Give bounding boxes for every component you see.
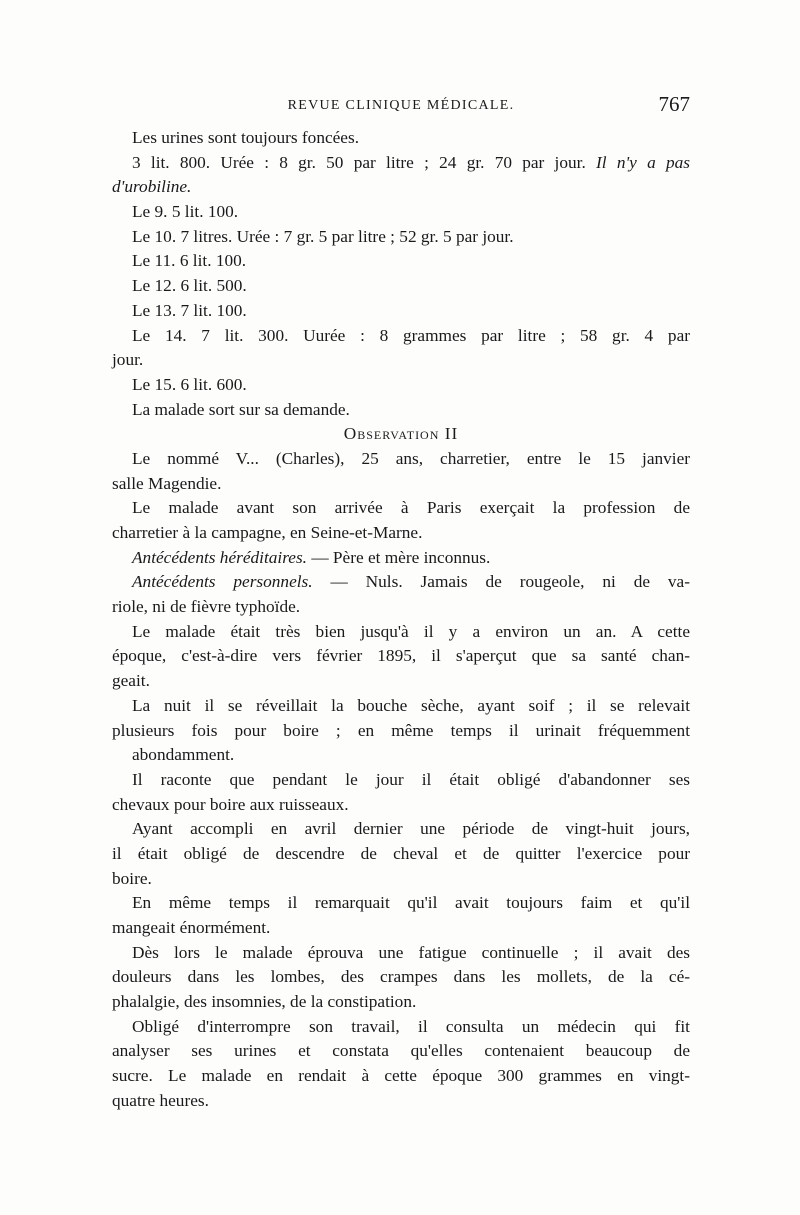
text-line: Le 10. 7 litres. Urée : 7 gr. 5 par litre ; 52 gr. 5 par jour. bbox=[132, 226, 514, 246]
text-line: Le 12. 6 lit. 500. bbox=[132, 276, 247, 296]
text-line: Le 11. 6 lit. 100. bbox=[132, 251, 247, 271]
text-line: abondamment. bbox=[132, 745, 235, 765]
text-line: Le malade avant son arrivée à Paris exerçait la profession de bbox=[132, 498, 690, 518]
text-line: époque, c'est-à-dire vers février 1895, il s'aperçut que sa santé chan- bbox=[112, 646, 690, 666]
text-line: 3 lit. 800. Urée : 8 gr. 50 par litre ; 24 gr. 70 par jour. Il n'y a pas bbox=[132, 152, 690, 172]
text-line: Antécédents personnels. — Nuls. Jamais de rougeole, ni de va- bbox=[132, 572, 690, 592]
text-line: Le 13. 7 lit. 100. bbox=[132, 300, 247, 320]
text-line: Dès lors le malade éprouva une fatigue continuelle ; il avait des bbox=[132, 942, 690, 962]
text-line: Les urines sont toujours foncées. bbox=[132, 128, 360, 147]
text-line: riole, ni de fièvre typhoïde. bbox=[112, 597, 301, 617]
text-line: Il raconte que pendant le jour il était obligé d'abandonner ses bbox=[132, 769, 690, 789]
text-line: Le malade était très bien jusqu'à il y a environ un an. A cette bbox=[132, 621, 690, 641]
text-line: sucre. Le malade en rendait à cette époque 300 grammes en vingt- bbox=[112, 1066, 690, 1086]
page-header bbox=[112, 92, 690, 122]
running-head: REVUE CLINIQUE MÉDICALE. bbox=[287, 98, 515, 113]
text-line: En même temps il remarquait qu'il avait toujours faim et qu'il bbox=[132, 893, 690, 913]
text-line: Le 9. 5 lit. 100. bbox=[132, 202, 239, 222]
text-line: jour. bbox=[112, 350, 144, 370]
text-line: Le nommé V... (Charles), 25 ans, charretier, entre le 15 janvier bbox=[132, 448, 690, 468]
page-number: 767 bbox=[658, 92, 690, 116]
section-heading: Observation II bbox=[343, 424, 459, 444]
text-line: salle Magendie. bbox=[112, 473, 222, 493]
text-line: Le 15. 6 lit. 600. bbox=[132, 374, 247, 394]
text-line: Le 14. 7 lit. 300. Uurée : 8 grammes par litre ; 58 gr. 4 par bbox=[132, 325, 690, 345]
text-line: phalalgie, des insomnies, de la constipation. bbox=[112, 992, 417, 1012]
text-line: plusieurs fois pour boire ; en même temps il urinait fréquemment bbox=[112, 720, 690, 740]
text-line: La nuit il se réveillait la bouche sèche, ayant soif ; il se relevait bbox=[132, 695, 690, 715]
text-line: Ayant accompli en avril dernier une période de vingt-huit jours, bbox=[132, 819, 690, 839]
text-line: geait. bbox=[112, 671, 150, 691]
text-line: d'urobiline. bbox=[112, 177, 192, 197]
text-line: La malade sort sur sa demande. bbox=[132, 399, 350, 419]
text-line: analyser ses urines et constata qu'elles contenaient beaucoup de bbox=[112, 1041, 690, 1061]
text-line: Antécédents héréditaires. — Père et mère inconnus. bbox=[132, 547, 491, 567]
text-line: charretier à la campagne, en Seine-et-Marne. bbox=[112, 523, 423, 542]
text-line: chevaux pour boire aux ruisseaux. bbox=[112, 794, 349, 814]
text-line: boire. bbox=[112, 868, 152, 888]
text-line: il était obligé de descendre de cheval et de quitter l'exercice pour bbox=[112, 843, 690, 863]
text-line: mangeait énormément. bbox=[112, 918, 271, 937]
text-line: Obligé d'interrompre son travail, il consulta un médecin qui fit bbox=[132, 1016, 690, 1036]
body-text bbox=[112, 126, 690, 1114]
text-line: quatre heures. bbox=[112, 1090, 209, 1110]
text-line: douleurs dans les lombes, des crampes dans les mollets, de la cé- bbox=[112, 967, 690, 987]
